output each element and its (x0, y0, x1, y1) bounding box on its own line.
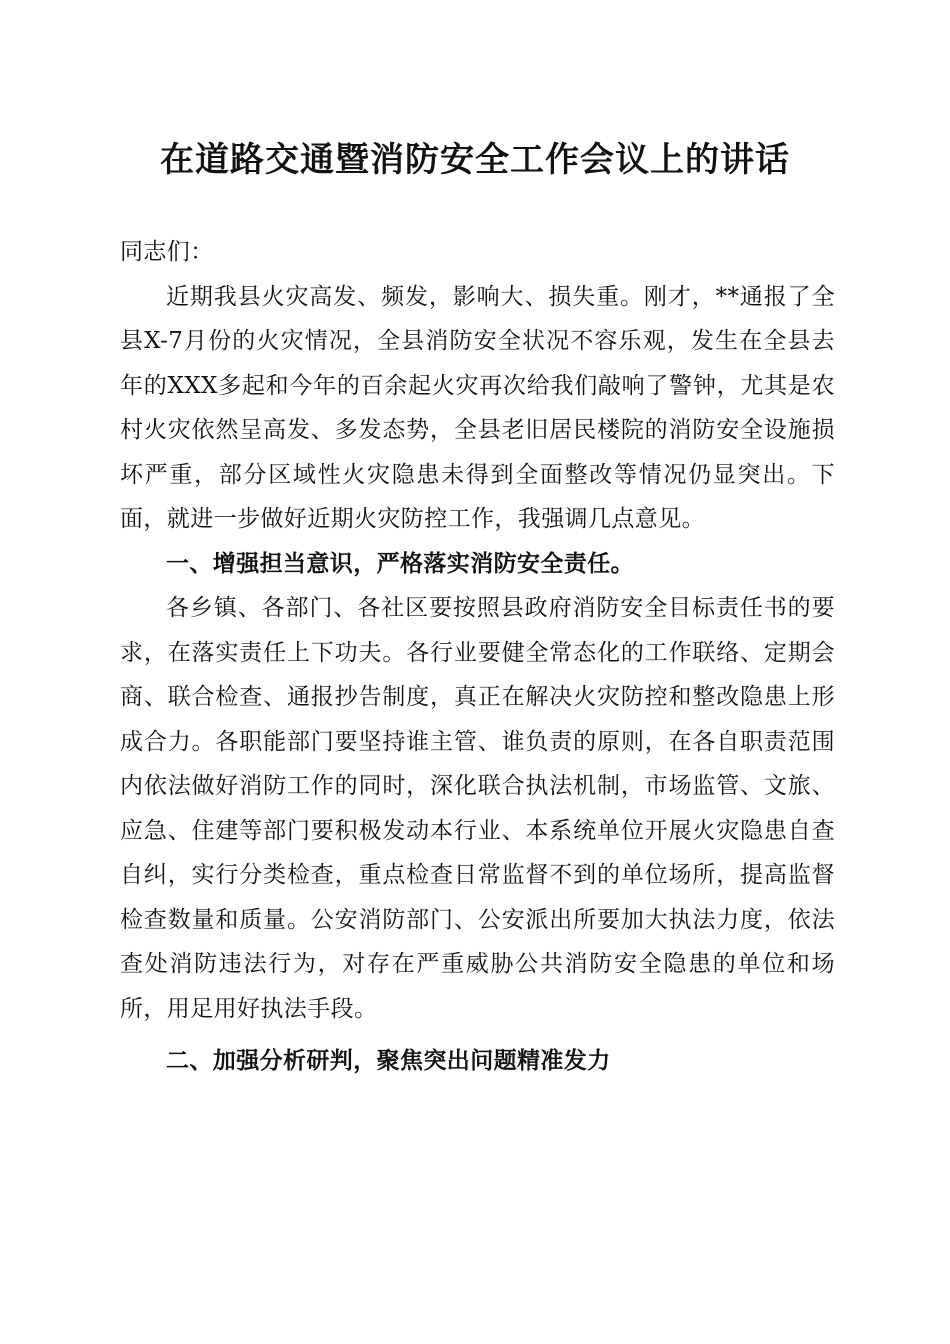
document-title: 在道路交通暨消防安全工作会议上的讲话 (160, 140, 790, 180)
greeting: 同志们： (120, 239, 214, 265)
section-2-heading: 二、加强分析研判，聚焦突出问题精准发力 (166, 1048, 611, 1074)
section-1-paragraph: 各乡镇、各部门、各社区要按照县政府消防安全目标责任书的要求，在落实责任上下功夫。各行业要健全常态化的工作联络、定期会商、联合检查、通报抄告制度，真正在解决火灾防控和整改隐患上形成合力。各职能部门要坚持谁主管、谁负责的原则，在各自职责范围内依法做好消防工作的同时，深化联合执法机制，市场监管、文旅、应急、住建等部门要积极发动本行业、本系统单位开展火灾隐患自查自纠，实行分类检查，重点检查日常监督不到的单位场所，提高监督检查数量和质量。公安消防部门、公安派出所要加大执法力度，依法查处消防违法行为，对存在严重威胁公共消防安全隐患的单位和场所，用足用好执法手段。 (120, 595, 835, 1022)
section-1-heading: 一、增强担当意识，严格落实消防安全责任。 (166, 550, 634, 577)
intro-paragraph: 近期我县火灾高发、频发，影响大、损失重。刚才，**通报了全县X-7月份的火灾情况，全县消防安全状况不容乐观，发生在全县去年的XXX多起和今年的百余起火灾再次给我们敲响了警钟，尤其是农村火灾依然呈高发、多发态势，全县老旧居民楼院的消防安全设施损坏严重，部分区域性火灾隐患未得到全面整改等情况仍显突出。下面，就进一步做好近期火灾防控工作，我强调几点意见。 (120, 283, 835, 532)
document-body (120, 230, 835, 1084)
